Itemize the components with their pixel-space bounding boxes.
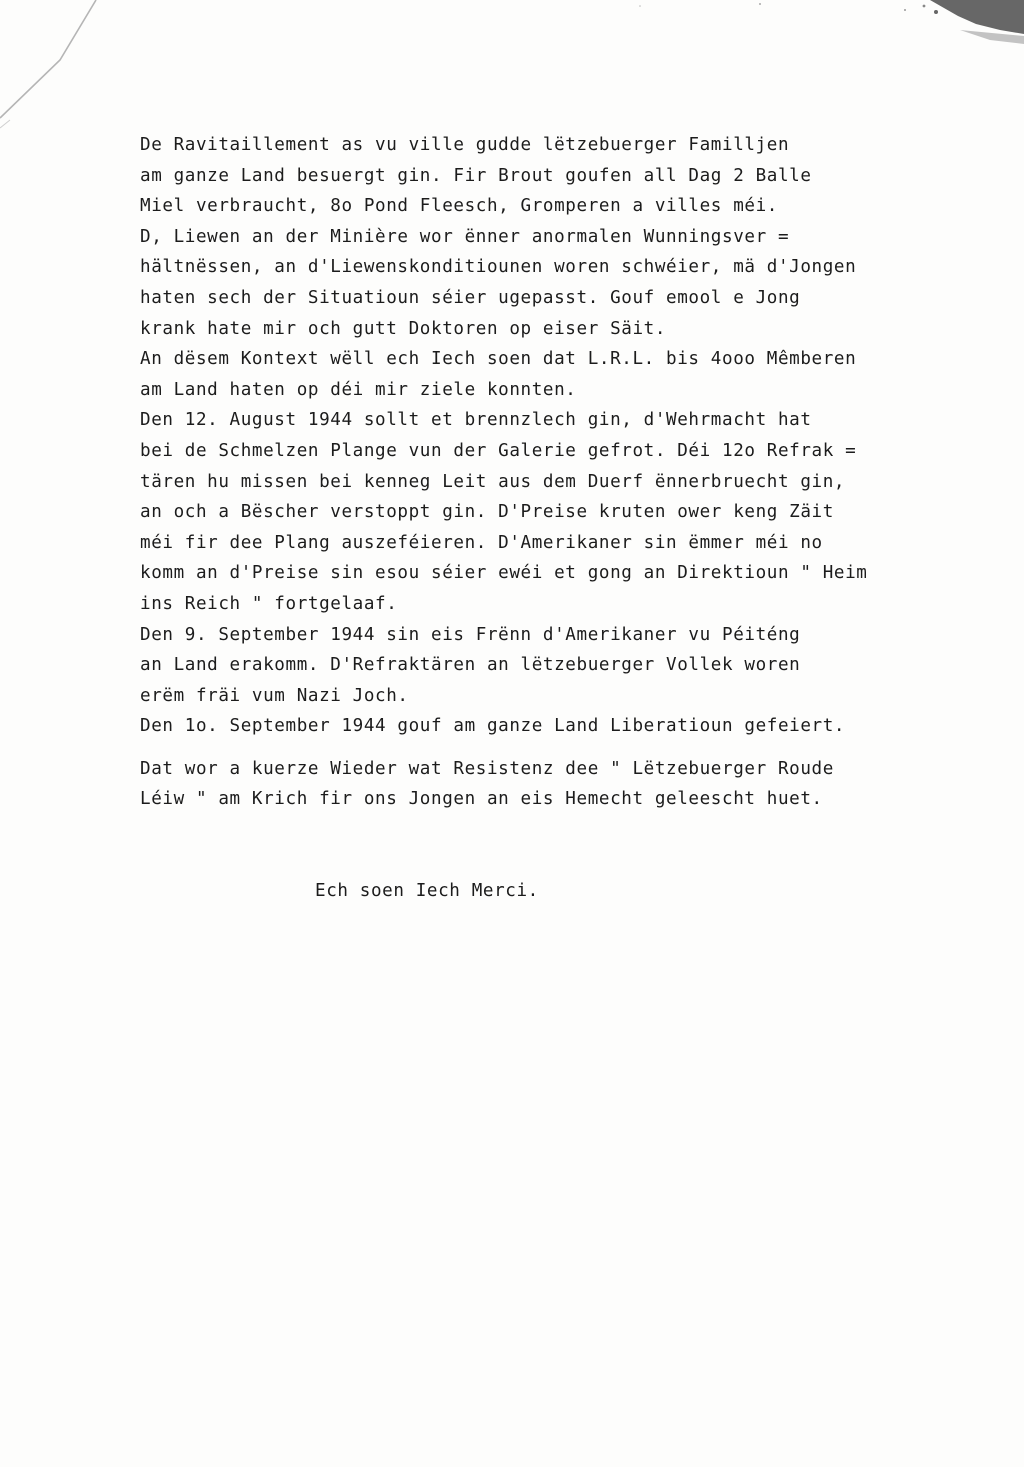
text-line: an och a Bëscher verstoppt gin. D'Preise kruten ower keng Zäit — [140, 502, 834, 523]
text-line: ins Reich " fortgelaaf. — [140, 593, 398, 614]
text-line: Den 1o. September 1944 gouf am ganze Land Liberatioun gefeiert. — [140, 716, 846, 737]
text-line: D, Liewen an der Minière wor ënner anormalen Wunningsver = — [140, 226, 790, 247]
text-line: an Land erakomm. D'Refraktären an lëtzebuerger Vollek woren — [140, 655, 801, 676]
closing-line: Ech soen Iech Merci. — [315, 881, 539, 901]
text-line: De Ravitaillement as vu ville gudde lëtzebuerger Familljen — [140, 135, 790, 155]
text-line: An dësem Kontext wëll ech Iech soen dat L.R.L. bis 4ooo Mêmberen — [140, 349, 857, 370]
text-line: erëm fräi vum Nazi Joch. — [140, 685, 409, 706]
text-line: Léiw " am Krich fir ons Jongen an eis Hemecht geleescht huet. — [140, 789, 823, 810]
text-line: Den 9. September 1944 sin eis Frënn d'Amerikaner vu Péiténg — [140, 624, 801, 645]
text-line: Dat wor a kuerze Wieder wat Resistenz dee " Lëtzebuerger Roude — [140, 758, 834, 779]
text-line: bei de Schmelzen Plange vun der Galerie gefrot. Déi 12o Refrak = — [140, 440, 857, 461]
paragraph-spacer — [140, 742, 1000, 754]
text-line: Miel verbraucht, 8o Pond Fleesch, Gromperen a villes méi. — [140, 196, 778, 217]
text-line: krank hate mir och gutt Doktoren op eiser Säit. — [140, 318, 667, 339]
text-line: tären hu missen bei kenneg Leit aus dem Duerf ënnerbruecht gin, — [140, 471, 846, 492]
text-line: haten sech der Situatioun séier ugepasst. Gouf emool e Jong — [140, 287, 801, 308]
text-line: komm an d'Preise sin esou séier ewéi et gong an Direktioun " Heim — [140, 563, 868, 584]
text-line: hältnëssen, an d'Liewenskonditiounen woren schwéier, mä d'Jongen — [140, 257, 857, 278]
text-line: am Land haten op déi mir ziele konnten. — [140, 379, 577, 400]
text-line: méi fir dee Plang auszeféieren. D'Amerikaner sin ëmmer méi no — [140, 532, 823, 553]
text-line: am ganze Land besuergt gin. Fir Brout goufen all Dag 2 Balle — [140, 165, 812, 186]
paragraph-main — [140, 130, 1000, 742]
letter-body — [140, 130, 1000, 815]
paragraph-summary — [140, 754, 1000, 815]
text-line: Den 12. August 1944 sollt et brennzlech gin, d'Wehrmacht hat — [140, 410, 812, 431]
